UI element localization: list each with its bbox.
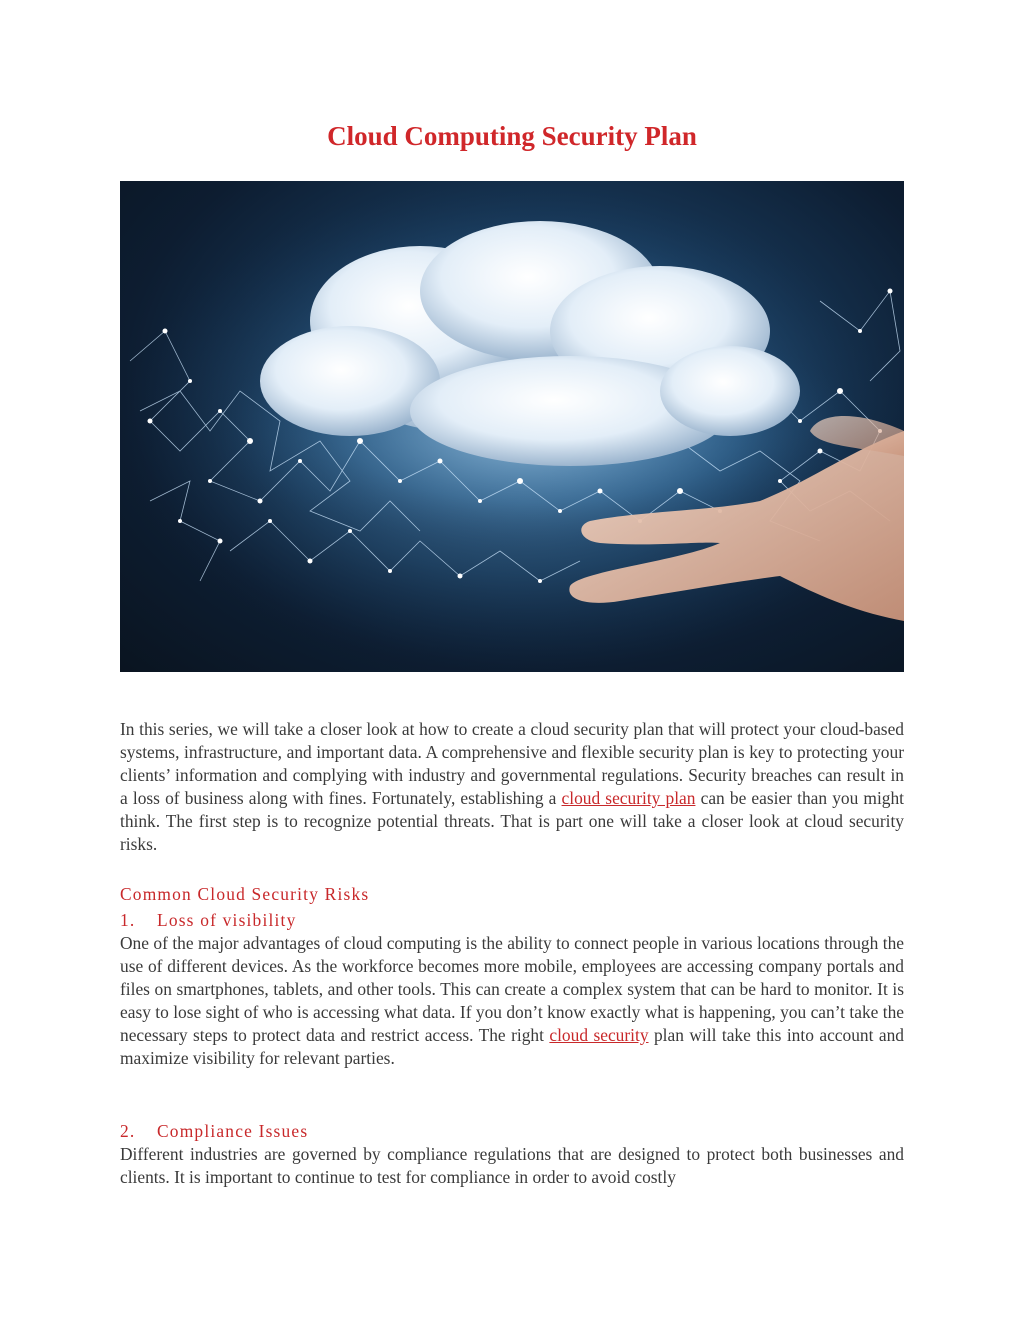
item-number: 1. [120,910,136,930]
visibility-text-after: plan will take this into account and maximize visibility for relevant parties. [120,1025,904,1068]
cloud-security-plan-link[interactable]: cloud security plan [561,788,696,808]
item-heading-text: Compliance Issues [157,1121,309,1141]
item-heading-compliance-issues [120,1120,308,1143]
compliance-text: Different industries are governed by compliance regulations that are designed to protect both businesses and clients. It is important to continue to test for compliance in order to avoid costly [120,1144,904,1187]
visibility-text-before: One of the major advantages of cloud computing is the ability to connect people in various locations through the use of different devices. As the workforce becomes more mobile, employees are accessing company portals and files on smartphones, tablets, and other tools. This can create a complex system that can be hard to monitor. It is easy to lose sight of who is accessing what data. If you don’t know exactly what is happening, you can’t take the necessary steps to protect data and restrict access. The right [120,933,904,1045]
cloud-security-link[interactable]: cloud security [549,1025,649,1045]
item-heading-loss-of-visibility [120,909,296,932]
item-number: 2. [120,1121,136,1141]
cloud-network-image [120,181,904,672]
compliance-issues-paragraph [120,1143,904,1189]
item-heading-text: Loss of visibility [157,910,297,930]
page-title: Cloud Computing Security Plan [327,121,697,151]
section-heading-risks: Common Cloud Security Risks [120,884,370,904]
loss-of-visibility-paragraph [120,932,904,1070]
intro-text-before: In this series, we will take a closer look at how to create a cloud security plan that will protect your cloud-based systems, infrastructure, and important data. A comprehensive and flexible security plan is key to protecting your clients’ information and complying with industry and governmental regulations. Security breaches can result in a loss of business along with fines. Fortunately, establishing a [120,719,904,808]
intro-paragraph [120,718,904,856]
intro-text-after: can be easier than you might think. The first step is to recognize potential threats. That is part one will take a closer look at cloud security risks. [120,788,905,854]
